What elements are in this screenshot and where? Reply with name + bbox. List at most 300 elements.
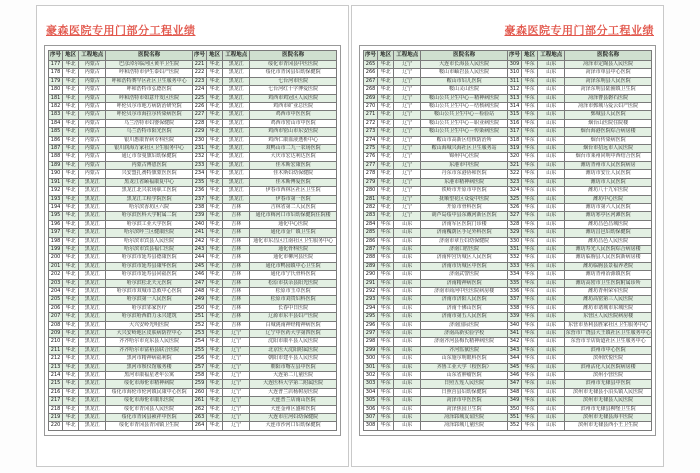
row-hospital: 锦州中心医院 xyxy=(421,153,508,161)
row-location: 山东 xyxy=(538,304,565,312)
row-serial: 333 xyxy=(507,262,521,270)
row-hospital: 绥化市海伦市精神病院 xyxy=(106,380,193,388)
row-region: 华北 xyxy=(63,380,79,388)
row-region: 华北 xyxy=(207,170,223,178)
table-row xyxy=(364,279,652,287)
row-hospital: 东港市精神病医院 xyxy=(421,178,508,186)
row-hospital: 呼和浩特市伊生泰妇产医院 xyxy=(106,69,193,77)
page-title: 豪森医院专用门部分工程业绩 xyxy=(504,24,654,37)
row-location: 内蒙古 xyxy=(79,69,106,77)
row-hospital: 哈尔滨市延寿县同福医院 xyxy=(106,271,193,279)
row-serial: 288 xyxy=(364,254,378,262)
row-hospital: 潍坊青州市人民医院病房 xyxy=(565,161,652,169)
row-location: 黑龙江 xyxy=(223,103,250,111)
row-serial: 349 xyxy=(507,397,521,405)
header-location: 工程地点 xyxy=(538,51,565,61)
row-location: 黑龙江 xyxy=(223,61,250,69)
row-location: 山东 xyxy=(538,153,565,161)
row-hospital: 哈尔滨哈西群力永兴建筑 xyxy=(106,313,193,321)
row-region: 华东 xyxy=(522,397,538,405)
table-row xyxy=(364,69,652,77)
row-region: 华东 xyxy=(522,229,538,237)
row-location: 黑龙江 xyxy=(79,271,106,279)
row-location: 山东 xyxy=(538,380,565,388)
row-hospital: 绥化市青冈县人民医院 xyxy=(106,405,193,413)
row-hospital: 日照五莲人民医院 xyxy=(421,380,508,388)
row-serial: 305 xyxy=(364,397,378,405)
row-location: 辽宁 xyxy=(394,103,421,111)
row-region: 华北 xyxy=(63,330,79,338)
row-location: 山东 xyxy=(538,279,565,287)
row-location: 山东 xyxy=(394,405,421,413)
row-hospital: 东港市中医院 xyxy=(421,161,508,169)
row-hospital: 鞍山灵山医院 xyxy=(421,86,508,94)
row-location: 黑龙江 xyxy=(79,321,106,329)
table-row xyxy=(49,388,337,396)
row-hospital: 乌兰浩特市阳光医院 xyxy=(106,128,193,136)
row-region: 华北 xyxy=(207,245,223,253)
row-region: 华北 xyxy=(378,212,394,220)
row-hospital: 潍坊昌邑昌城医院 xyxy=(565,220,652,228)
row-region: 华北 xyxy=(207,372,223,380)
table-row xyxy=(49,330,337,338)
row-serial: 251 xyxy=(192,313,206,321)
row-serial: 317 xyxy=(507,128,521,136)
row-hospital: 朝阳市喀左县中医院 xyxy=(250,363,337,371)
row-region: 华北 xyxy=(63,254,79,262)
row-region: 华北 xyxy=(63,128,79,136)
row-hospital: 潍坊高密市卫生医院附属诊所 xyxy=(565,279,652,287)
row-region: 华北 xyxy=(378,103,394,111)
row-serial: 202 xyxy=(49,271,63,279)
row-region: 华北 xyxy=(63,61,79,69)
row-hospital: 通化市柳河县医院 xyxy=(250,254,337,262)
row-serial: 229 xyxy=(192,128,206,136)
row-location: 山东 xyxy=(538,330,565,338)
row-region: 华北 xyxy=(207,145,223,153)
row-hospital: 哈尔滨市延寿县德康医院 xyxy=(106,254,193,262)
row-serial: 208 xyxy=(49,321,63,329)
table-row xyxy=(364,119,652,127)
row-serial: 273 xyxy=(364,128,378,136)
row-hospital: 鸡西市密山市中医院 xyxy=(250,119,337,127)
row-hospital: 齐齐哈尔市克东县人民医院 xyxy=(106,338,193,346)
page-title: 豪森医院专用门部分工程业绩 xyxy=(46,24,196,37)
row-serial: 289 xyxy=(364,262,378,270)
row-hospital: 潍坊青州冶源镇医院 xyxy=(565,271,652,279)
row-hospital: 济南市第五人民医院 xyxy=(421,313,508,321)
row-location: 黑龙江 xyxy=(79,338,106,346)
row-hospital: 大连金州区盛和医院 xyxy=(250,405,337,413)
row-hospital: 哈尔滨市延寿县康华医院 xyxy=(106,262,193,270)
row-region: 华北 xyxy=(207,304,223,312)
row-serial: 205 xyxy=(49,296,63,304)
row-serial: 291 xyxy=(364,279,378,287)
row-region: 华东 xyxy=(522,178,538,186)
table-row xyxy=(49,103,337,111)
row-region: 华东 xyxy=(522,422,538,430)
row-serial: 328 xyxy=(507,220,521,228)
row-serial: 297 xyxy=(364,330,378,338)
row-hospital: 通化市鸭园镇中心卫生院 xyxy=(250,262,337,270)
row-location: 吉林 xyxy=(223,296,250,304)
row-hospital: 通化市梅河口市妇幼保健院住院楼 xyxy=(250,212,337,220)
table-row xyxy=(364,397,652,405)
row-location: 黑龙江 xyxy=(79,229,106,237)
row-hospital: 吉林省第二人民医院 xyxy=(250,203,337,211)
row-region: 华东 xyxy=(378,388,394,396)
row-region: 华北 xyxy=(378,86,394,94)
row-region: 华北 xyxy=(378,111,394,119)
row-location: 黑龙江 xyxy=(79,414,106,422)
row-region: 华北 xyxy=(207,220,223,228)
table-row xyxy=(49,220,337,228)
row-serial: 300 xyxy=(364,355,378,363)
row-region: 华东 xyxy=(522,338,538,346)
row-serial: 314 xyxy=(507,103,521,111)
row-region: 华北 xyxy=(63,271,79,279)
row-hospital: 鞍山市妇儿医院 xyxy=(421,77,508,85)
row-serial: 178 xyxy=(49,69,63,77)
row-region: 华北 xyxy=(63,94,79,102)
row-hospital: 潍坊寿光人民医院综合病房楼 xyxy=(565,245,652,253)
row-serial: 324 xyxy=(507,187,521,195)
table-row xyxy=(49,380,337,388)
row-serial: 260 xyxy=(192,388,206,396)
row-serial: 189 xyxy=(49,161,63,169)
row-serial: 196 xyxy=(49,220,63,228)
row-hospital: 大兴安岭地区皮肤病防控中心 xyxy=(106,330,193,338)
table-row xyxy=(49,161,337,169)
table-row xyxy=(364,229,652,237)
table-row xyxy=(49,61,337,69)
row-location: 山东 xyxy=(394,287,421,295)
row-region: 华北 xyxy=(207,161,223,169)
row-region: 华东 xyxy=(378,338,394,346)
row-hospital: 潍坊青州荣军医院 xyxy=(565,287,652,295)
row-serial: 335 xyxy=(507,279,521,287)
row-location: 山东 xyxy=(394,355,421,363)
row-hospital: 哈尔滨呼兰区健康医院 xyxy=(106,229,193,237)
row-location: 黑龙江 xyxy=(79,245,106,253)
row-region: 华北 xyxy=(63,363,79,371)
row-location: 山东 xyxy=(394,237,421,245)
row-serial: 326 xyxy=(507,203,521,211)
row-location: 山东 xyxy=(394,271,421,279)
row-location: 山东 xyxy=(538,422,565,430)
row-region: 华东 xyxy=(378,304,394,312)
table-row xyxy=(49,128,337,136)
row-region: 华北 xyxy=(378,203,394,211)
row-region: 华东 xyxy=(522,388,538,396)
row-location: 辽宁 xyxy=(394,145,421,153)
row-location: 黑龙江 xyxy=(79,405,106,413)
row-location: 黑龙江 xyxy=(223,153,250,161)
row-hospital: 伊春市西林区社区卫生院 xyxy=(250,187,337,195)
row-serial: 200 xyxy=(49,254,63,262)
row-region: 华北 xyxy=(63,119,79,127)
row-hospital: 济南市章丘妇幼保健院 xyxy=(421,237,508,245)
row-hospital: 济南精神病医院 xyxy=(421,279,508,287)
row-serial: 254 xyxy=(192,338,206,346)
row-hospital: 菏泽市单县中心医院 xyxy=(565,69,652,77)
row-region: 华北 xyxy=(63,237,79,245)
row-location: 内蒙古 xyxy=(79,103,106,111)
row-serial: 256 xyxy=(192,355,206,363)
row-serial: 247 xyxy=(192,279,206,287)
row-hospital: 丹东市东港协和医院 xyxy=(421,170,508,178)
table-row xyxy=(364,346,652,354)
row-hospital: 济南国际医院 xyxy=(421,321,508,329)
row-region: 华东 xyxy=(378,363,394,371)
row-region: 华东 xyxy=(522,296,538,304)
row-region: 华北 xyxy=(207,153,223,161)
row-serial: 294 xyxy=(364,304,378,312)
table-row xyxy=(49,229,337,237)
row-region: 华东 xyxy=(522,237,538,245)
row-region: 华北 xyxy=(63,212,79,220)
row-hospital: 绥化市海伦市伦河镇民康中心医院 xyxy=(106,388,193,396)
row-hospital: 滨州市无棣县西小王卫生院 xyxy=(565,422,652,430)
table-row xyxy=(49,245,337,253)
row-hospital: 葫芦岛绥中县东戴河新区医院 xyxy=(421,212,508,220)
header-region: 地区 xyxy=(378,51,394,61)
row-location: 山东 xyxy=(394,388,421,396)
row-hospital: 通化市金厂镇卫生院 xyxy=(250,229,337,237)
row-region: 华东 xyxy=(378,262,394,270)
row-region: 华北 xyxy=(207,355,223,363)
row-location: 山东 xyxy=(538,271,565,279)
row-hospital: 沈阳市康平县人民医院 xyxy=(250,338,337,346)
row-hospital: 鞍山海城兴海社区卫生服务站 xyxy=(421,145,508,153)
row-region: 华北 xyxy=(207,103,223,111)
row-serial: 285 xyxy=(364,229,378,237)
row-hospital: 松原市扶余县阳光医院 xyxy=(250,279,337,287)
performance-table xyxy=(363,50,652,431)
row-region: 华北 xyxy=(378,128,394,136)
row-serial: 327 xyxy=(507,212,521,220)
row-hospital: 菏泽东明县陆圈镇卫生院 xyxy=(565,86,652,94)
row-location: 山东 xyxy=(538,203,565,211)
row-region: 华北 xyxy=(378,161,394,169)
row-hospital: 兴安盟扎赉特旗蒙医医院 xyxy=(106,170,193,178)
row-location: 山东 xyxy=(538,94,565,102)
row-location: 黑龙江 xyxy=(79,187,106,195)
table-row xyxy=(49,363,337,371)
row-serial: 197 xyxy=(49,229,63,237)
row-region: 华北 xyxy=(378,145,394,153)
row-region: 华北 xyxy=(63,77,79,85)
row-serial: 199 xyxy=(49,245,63,253)
row-hospital: 呼和浩特市弘德医院 xyxy=(106,86,193,94)
row-region: 华北 xyxy=(207,313,223,321)
row-location: 山东 xyxy=(538,61,565,69)
row-hospital: 哈尔滨市宾县人民医院 xyxy=(106,237,193,245)
row-hospital: 滨州市无棣县人民医院 xyxy=(565,397,652,405)
row-serial: 221 xyxy=(192,61,206,69)
row-region: 华北 xyxy=(378,61,394,69)
row-region: 华北 xyxy=(207,61,223,69)
row-hospital: 济南武警医院 xyxy=(421,271,508,279)
row-location: 辽宁 xyxy=(394,119,421,127)
row-serial: 236 xyxy=(192,187,206,195)
row-hospital: 黑河市康福星老年公寓 xyxy=(106,372,193,380)
row-hospital: 绥化市青冈县妇幼保健院 xyxy=(250,69,337,77)
row-serial: 179 xyxy=(49,77,63,85)
row-serial: 183 xyxy=(49,111,63,119)
row-location: 内蒙古 xyxy=(79,86,106,94)
row-region: 华北 xyxy=(378,69,394,77)
row-location: 黑龙江 xyxy=(223,111,250,119)
row-location: 辽宁 xyxy=(223,355,250,363)
row-region: 华北 xyxy=(207,287,223,295)
row-region: 华北 xyxy=(378,170,394,178)
row-serial: 290 xyxy=(364,271,378,279)
row-region: 华北 xyxy=(63,279,79,287)
row-serial: 282 xyxy=(364,203,378,211)
row-region: 华北 xyxy=(378,136,394,144)
row-region: 华东 xyxy=(522,77,538,85)
row-location: 山东 xyxy=(538,161,565,169)
row-hospital: 朝阳市建平县人民医院 xyxy=(250,355,337,363)
row-location: 山东 xyxy=(394,372,421,380)
row-hospital: 齐鲁工业大学（校医院） xyxy=(421,363,508,371)
table-row xyxy=(49,397,337,405)
row-hospital: 大连医科大学第二附属医院 xyxy=(250,380,337,388)
row-serial: 312 xyxy=(507,86,521,94)
row-location: 辽宁 xyxy=(223,330,250,338)
row-serial: 239 xyxy=(192,212,206,220)
row-region: 华北 xyxy=(63,161,79,169)
row-region: 华东 xyxy=(378,422,394,430)
row-location: 黑龙江 xyxy=(79,254,106,262)
row-location: 辽宁 xyxy=(223,422,250,430)
row-region: 华北 xyxy=(207,271,223,279)
row-hospital: 伊春市第一医院 xyxy=(250,195,337,203)
row-location: 黑龙江 xyxy=(79,346,106,354)
row-location: 辽宁 xyxy=(394,178,421,186)
row-region: 华东 xyxy=(378,296,394,304)
row-hospital: 内蒙古博恩医院 xyxy=(106,161,193,169)
row-serial: 336 xyxy=(507,287,521,295)
table-row xyxy=(364,153,652,161)
row-region: 华北 xyxy=(378,195,394,203)
row-location: 辽宁 xyxy=(394,170,421,178)
row-region: 华东 xyxy=(522,212,538,220)
row-hospital: 潍坊昌邑人民医院 xyxy=(565,237,652,245)
row-location: 山东 xyxy=(394,296,421,304)
row-region: 华东 xyxy=(522,414,538,422)
row-hospital: 哈尔滨松北天元医院 xyxy=(106,279,193,287)
row-region: 华东 xyxy=(522,94,538,102)
row-location: 山东 xyxy=(538,397,565,405)
row-serial: 339 xyxy=(507,313,521,321)
row-serial: 231 xyxy=(192,145,206,153)
row-hospital: 通化中心医院 xyxy=(250,220,337,228)
row-serial: 306 xyxy=(364,405,378,413)
header-region: 地区 xyxy=(63,51,79,61)
row-location: 吉林 xyxy=(223,321,250,329)
row-location: 山东 xyxy=(538,287,565,295)
row-region: 华东 xyxy=(378,313,394,321)
row-serial: 204 xyxy=(49,287,63,295)
row-serial: 257 xyxy=(192,363,206,371)
row-location: 山东 xyxy=(394,262,421,270)
row-region: 华北 xyxy=(378,153,394,161)
row-hospital: 烟台传染病医院 xyxy=(565,136,652,144)
row-hospital: 白城洮南神经精神病医院 xyxy=(250,321,337,329)
row-location: 辽宁 xyxy=(394,195,421,203)
table-row xyxy=(49,86,337,94)
row-region: 华北 xyxy=(207,414,223,422)
row-hospital: 巴彦淖尔临河区黄羊卫生院 xyxy=(106,61,193,69)
table-row xyxy=(364,103,652,111)
row-location: 黑龙江 xyxy=(79,220,106,228)
row-location: 吉林 xyxy=(223,220,250,228)
row-region: 华东 xyxy=(522,187,538,195)
row-serial: 230 xyxy=(192,136,206,144)
row-hospital: 东营市广饶县大王镇社区卫生服务中心 xyxy=(565,330,651,336)
row-region: 华北 xyxy=(207,279,223,287)
row-location: 辽宁 xyxy=(394,94,421,102)
table-row xyxy=(49,372,337,380)
row-region: 华北 xyxy=(207,296,223,304)
row-region: 华北 xyxy=(63,220,79,228)
row-hospital: 济南军区医院门诊楼 xyxy=(421,220,508,228)
row-location: 内蒙古 xyxy=(79,61,106,69)
row-region: 华北 xyxy=(63,229,79,237)
row-hospital: 鸡西市密山市东安医院 xyxy=(250,128,337,136)
row-serial: 338 xyxy=(507,304,521,312)
row-region: 华北 xyxy=(63,355,79,363)
page-right xyxy=(351,5,664,467)
row-region: 华东 xyxy=(378,220,394,228)
row-serial: 311 xyxy=(507,77,521,85)
row-serial: 193 xyxy=(49,195,63,203)
row-location: 吉林 xyxy=(223,203,250,211)
row-location: 黑龙江 xyxy=(223,178,250,186)
row-serial: 329 xyxy=(507,229,521,237)
row-hospital: 佳木斯妇幼保健院 xyxy=(250,170,337,178)
row-serial: 308 xyxy=(364,422,378,430)
row-region: 华北 xyxy=(207,380,223,388)
row-region: 华北 xyxy=(207,212,223,220)
table-row xyxy=(364,338,652,346)
row-location: 辽宁 xyxy=(394,69,421,77)
row-serial: 180 xyxy=(49,86,63,94)
row-serial: 226 xyxy=(192,103,206,111)
row-location: 辽宁 xyxy=(394,111,421,119)
row-serial: 214 xyxy=(49,372,63,380)
table-row xyxy=(364,203,652,211)
row-region: 华东 xyxy=(522,153,538,161)
row-region: 华东 xyxy=(378,397,394,405)
row-region: 华东 xyxy=(378,372,394,380)
row-serial: 207 xyxy=(49,313,63,321)
table-row xyxy=(49,203,337,211)
row-hospital: 滨州市无棣县小泊头镇人民医院 xyxy=(565,388,652,396)
table-row xyxy=(49,212,337,220)
row-location: 山东 xyxy=(538,229,565,237)
row-location: 山东 xyxy=(394,414,421,422)
row-serial: 198 xyxy=(49,237,63,245)
row-location: 黑龙江 xyxy=(223,86,250,94)
table-row xyxy=(49,304,337,312)
row-region: 华东 xyxy=(378,229,394,237)
row-region: 华北 xyxy=(378,77,394,85)
row-region: 华东 xyxy=(378,405,394,413)
row-serial: 184 xyxy=(49,119,63,127)
